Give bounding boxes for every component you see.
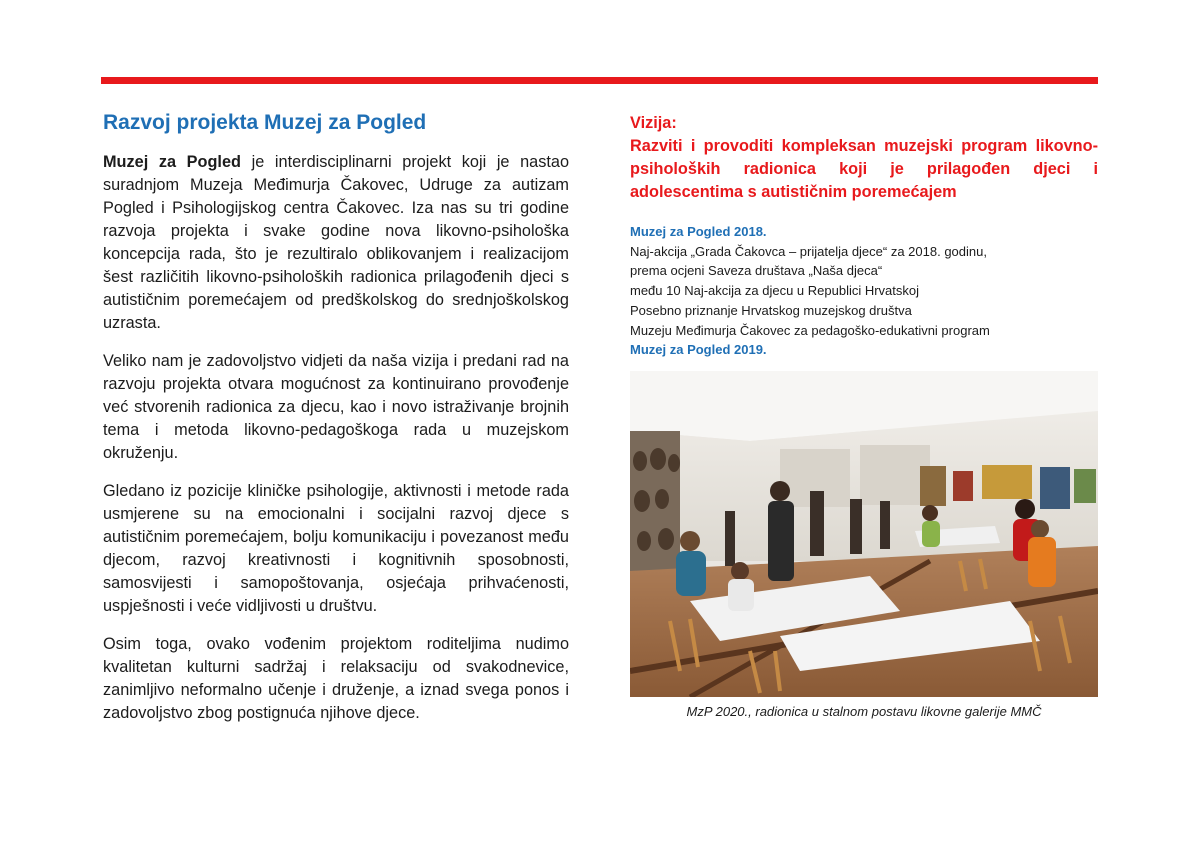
top-red-rule <box>101 77 1098 84</box>
gallery-room-illustration <box>630 371 1098 697</box>
awards-block <box>630 222 1098 360</box>
vision-text: Razviti i provoditi kompleksan muzejski program likovno-psiholoških radionica koji je prilagođen djeci i adolescentima s autističnim poremećajem <box>630 137 1098 201</box>
vision-title: Vizija: <box>630 114 677 132</box>
paragraph-vision-work: Veliko nam je zadovoljstvo vidjeti da naša vizija i predani rad na razvoju projekta otvara mogućnost za kontinuirano provođenje već stvorenih radionica za djecu, kao i novo istraživanje brojnih tema i metoda likovno-pedagoškoga rada u muzejskom okruženju. <box>103 352 569 463</box>
award-heading-2019: Muzej za Pogled 2019. <box>630 342 767 358</box>
award-line: Naj-akcija „Grada Čakovca – prijatelja djece“ za 2018. godinu, <box>630 243 987 259</box>
paragraph-intro <box>103 151 569 335</box>
paragraph-psychology: Gledano iz pozicije kliničke psihologije, aktivnosti i metode rada usmjerene su na emocionalni i socijalni razvoj djece s autističnim poremećajem, bolju komunikaciju i povezanost među djecom, razvoj kreativnosti i kognitivnih sposobnosti, samosvijesti i samopoštovanja, osjećaja prihvaćenosti, uspješnosti i veće vidljivosti u društvu. <box>103 482 569 616</box>
left-column <box>103 110 569 740</box>
workshop-photo <box>630 371 1098 697</box>
award-line: prema ocjeni Saveza društava „Naša djeca“ <box>630 263 883 279</box>
paragraph-parents: Osim toga, ovako vođenim projektom roditeljima nudimo kvalitetan kulturni sadržaj i relaksaciju od svakodnevice, zanimljivo neformalno učenje i druženje, a iznad svega ponos i zadovoljstvo zbog postignuća njihove djece. <box>103 635 569 723</box>
award-line: Posebno priznanje Hrvatskog muzejskog društva <box>630 302 912 318</box>
award-line: među 10 Naj-akcija za djecu u Republici Hrvatskoj <box>630 283 920 299</box>
right-column <box>630 112 1098 360</box>
award-heading-2018: Muzej za Pogled 2018. <box>630 224 767 239</box>
intro-lead: Muzej za Pogled <box>103 153 241 172</box>
award-line: Muzeju Međimurja Čakovec za pedagoško-edukativni program <box>630 322 990 338</box>
intro-rest: je interdisciplinarni projekt koji je nastao suradnjom Muzeja Međimurja Čakovec, Udruge za autizam Pogled i Psihologijskog centra Čakovec. Iza nas su tri godine razvoja projekta i svake godine nova likovno-psihološka koncepcija rada, što je rezultiralo oblikovanjem i realizacijom šest različitih likovno-psiholoških radionica prilagođenih djeci s autističnim poremećajem od predškolskog do srednjoškolskog uzrasta. <box>103 153 570 333</box>
page-title: Razvoj projekta Muzej za Pogled <box>103 111 427 134</box>
photo-caption: MzP 2020., radionica u stalnom postavu likovne galerije MMČ <box>686 704 1042 719</box>
